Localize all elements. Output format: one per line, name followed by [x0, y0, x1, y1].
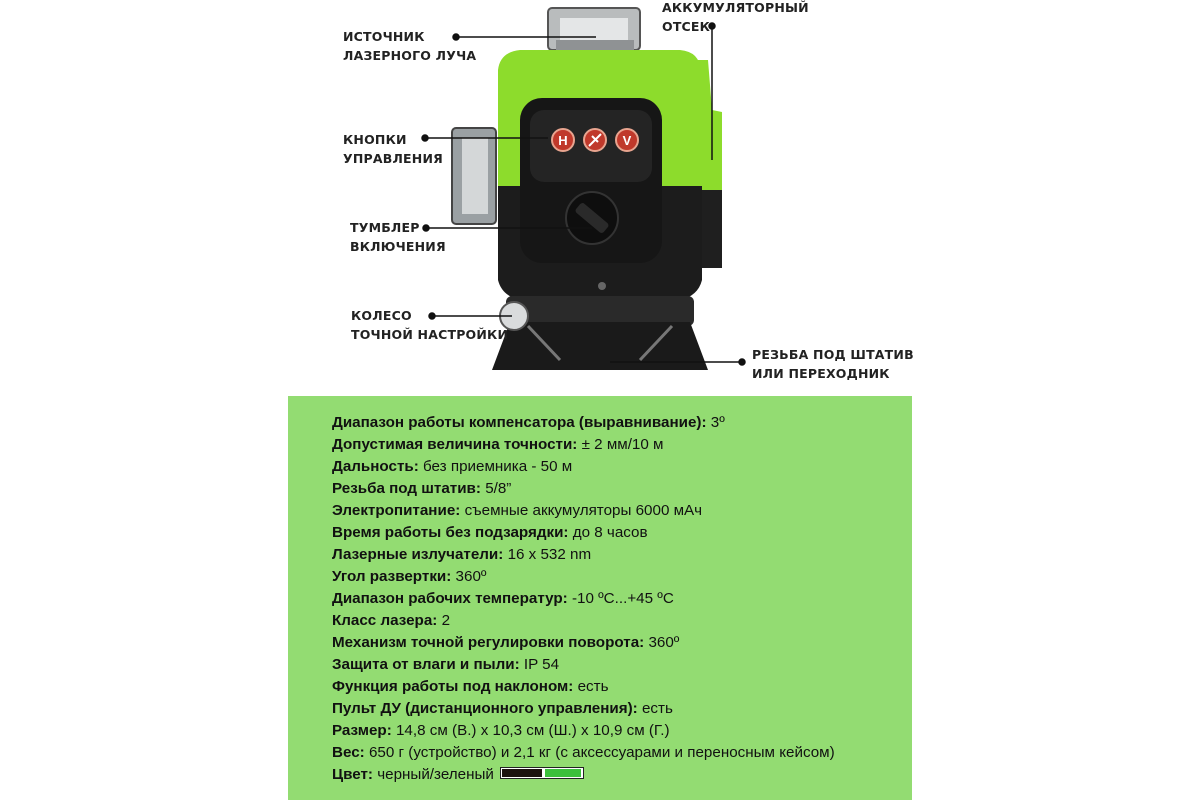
- spec-row: Лазерные излучатели: 16 x 532 nm: [332, 546, 592, 563]
- spec-row: Диапазон рабочих температур: -10 ºC...+45 ºC: [332, 590, 674, 607]
- callout-control-buttons: КНОПКИ УПРАВЛЕНИЯ: [343, 132, 443, 166]
- color-swatch: [500, 767, 584, 779]
- color-swatch-green: [545, 769, 581, 777]
- specifications-panel: [288, 396, 912, 800]
- spec-row: Пульт ДУ (дистанционного управления): есть: [332, 700, 673, 717]
- spec-row: Дальность: без приемника - 50 м: [332, 458, 573, 475]
- spec-row: Размер: 14,8 см (В.) х 10,3 см (Ш.) х 10,9 см (Г.): [332, 722, 670, 739]
- spec-row: Класс лазера: 2: [332, 612, 451, 629]
- spec-row: Электропитание: съемные аккумуляторы 6000 мАч: [332, 502, 703, 519]
- power-switch: [566, 192, 618, 244]
- callout-laser-source: ИСТОЧНИК ЛАЗЕРНОГО ЛУЧА: [343, 29, 477, 63]
- button-h-label: H: [558, 133, 568, 148]
- spec-row: Угол развертки: 360º: [332, 568, 487, 585]
- spec-row: Резьба под штатив: 5/8”: [332, 480, 512, 497]
- spec-row: Функция работы под наклоном: есть: [332, 678, 609, 695]
- spec-row-color: Цвет: черный/зеленый: [332, 764, 835, 786]
- spec-row: Защита от влаги и пыли: IP 54: [332, 656, 560, 673]
- spec-row: Вес: 650 г (устройство) и 2,1 кг (с аксессуарами и переносным кейсом): [332, 744, 835, 761]
- top-handle: [548, 8, 640, 52]
- button-v-label: V: [622, 133, 632, 148]
- callout-power-switch: ТУМБЛЕР ВКЛЮЧЕНИЯ: [350, 220, 446, 254]
- spec-row: Допустимая величина точности: ± 2 мм/10 м: [332, 436, 664, 453]
- spec-list: [332, 412, 835, 786]
- control-buttons: [552, 129, 638, 151]
- spec-row: Время работы без подзарядки: до 8 часов: [332, 524, 648, 541]
- device-body: [452, 50, 722, 300]
- callout-fine-wheel: КОЛЕСО ТОЧНОЙ НАСТРОЙКИ: [351, 308, 509, 342]
- color-swatch-black: [502, 769, 542, 777]
- callout-tripod-thread: РЕЗЬБА ПОД ШТАТИВ ИЛИ ПЕРЕХОДНИК: [752, 347, 914, 381]
- callout-battery: АККУМУЛЯТОРНЫЙ ОТСЕК: [662, 0, 809, 34]
- spec-row: Механизм точной регулировки поворота: 360º: [332, 634, 680, 651]
- spec-row: Диапазон работы компенсатора (выравнивание): 3º: [332, 414, 725, 431]
